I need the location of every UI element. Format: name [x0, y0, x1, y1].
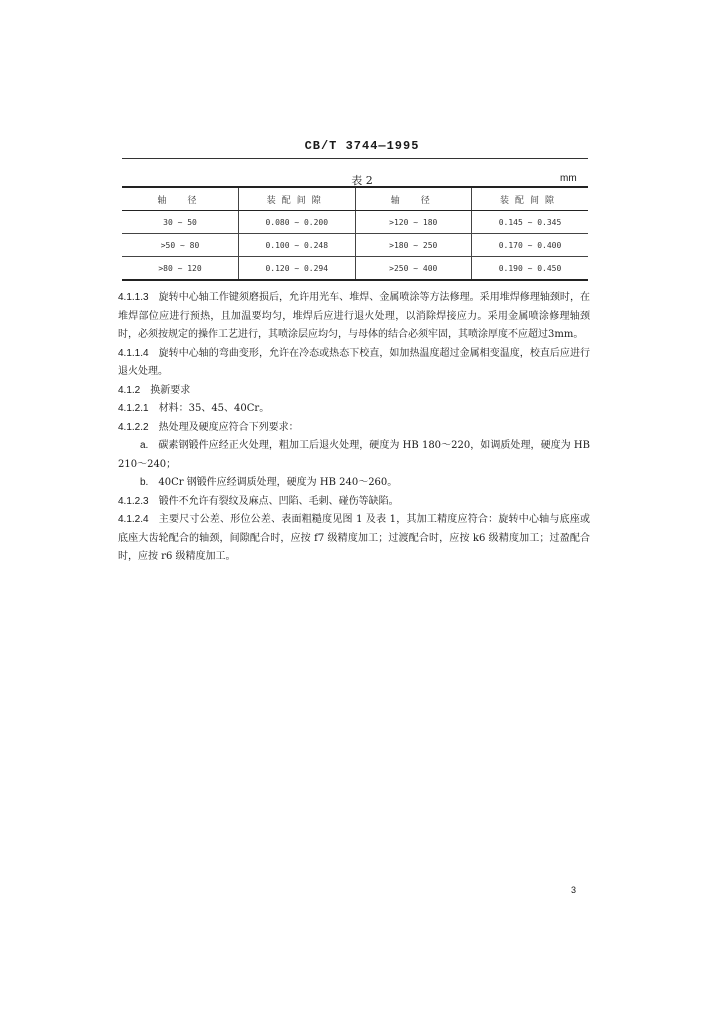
table-title: 表 2 [351, 174, 373, 187]
col-header-assembly-clearance: 装配间隙 [472, 187, 589, 211]
list-item-b [118, 474, 590, 493]
clause-text: 旋转中心轴的弯曲变形，允许在冷态或热态下校直，如加热温度超过金属相变温度，校直后应进行退火处理。 [118, 347, 590, 377]
clause-text: 锻件不允许有裂纹及麻点、凹陷、毛刺、碰伤等缺陷。 [158, 495, 399, 507]
clause-text: 旋转中心轴工作键须磨损后，允许用光车、堆焊、金属喷涂等方法修理。采用堆焊修理轴颈时，在堆焊部位应进行预热，且加温要均匀，堆焊后应进行退火处理，以消除焊接应力。采用金属喷涂修理轴颈时，必须按规定的操作工艺进行，其喷涂层应均匀，与母体的结合必须牢固，其喷涂厚度不应超过3mm。 [118, 292, 590, 340]
table-cell: 0.145 ~ 0.345 [472, 211, 589, 234]
clause-4-1-1-3 [118, 289, 590, 345]
clause-text: 材料：35、45、40Cr。 [158, 403, 270, 414]
table-cell: 0.080 ~ 0.200 [239, 211, 356, 234]
table-cell: >250 ~ 400 [355, 257, 472, 281]
standard-header: CB/T 3744—1995 [304, 139, 420, 153]
list-text: 碳素钢锻件应经正火处理，粗加工后退火处理，硬度为 HB 180～220，如调质处理，硬度为 HB 210～240； [118, 440, 590, 470]
clause-4-1-2-2 [118, 419, 590, 438]
table-unit: mm [560, 173, 577, 184]
table-row [122, 234, 588, 257]
list-item-a [118, 437, 590, 474]
clause-number: 4.1.2.4 [118, 514, 149, 525]
page-number: 3 [571, 885, 577, 895]
table-row [122, 211, 588, 234]
clause-4-1-2 [118, 382, 590, 401]
clause-4-1-1-4 [118, 345, 590, 382]
clause-number: 4.1.2.2 [118, 421, 149, 433]
list-text: 40Cr 钢锻件应经调质处理，硬度为 HB 240～260。 [158, 477, 398, 488]
clause-body [118, 289, 590, 567]
table-cell: >120 ~ 180 [355, 211, 472, 234]
clause-4-1-2-4 [118, 511, 590, 567]
clause-text: 主要尺寸公差、形位公差、表面粗糙度见图 1 及表 1，其加工精度应符合：旋转中心轴与底座或底座大齿轮配合的轴颈，间隙配合时，应按 f7 级精度加工；过渡配合时，应按 k6 级精度加工；过盈配合时，应按 r6 级精度加工。 [118, 514, 590, 562]
clause-4-1-2-3 [118, 493, 590, 512]
clause-4-1-2-1 [118, 400, 590, 419]
table-cell: 0.190 ~ 0.450 [472, 257, 589, 281]
header-rule [122, 158, 588, 159]
clause-number: 4.1.2 [118, 384, 141, 396]
clearance-table [122, 186, 588, 281]
clause-number: 4.1.2.1 [118, 403, 149, 414]
table-cell: 0.100 ~ 0.248 [239, 234, 356, 257]
list-marker: a. [140, 440, 149, 451]
table-row [122, 257, 588, 281]
table-cell: >80 ~ 120 [122, 257, 239, 281]
col-header-assembly-clearance: 装配间隙 [239, 187, 356, 211]
clause-text: 热处理及硬度应符合下列要求： [158, 421, 299, 433]
clause-number: 4.1.1.3 [118, 292, 149, 303]
table-cell: 0.120 ~ 0.294 [239, 257, 356, 281]
table-cell: 30 ~ 50 [122, 211, 239, 234]
col-header-shaft-diameter: 轴 径 [355, 187, 472, 211]
clause-text: 换新要求 [150, 384, 191, 396]
table-header-row [122, 187, 588, 211]
list-marker: b. [140, 477, 149, 488]
table-cell: >180 ~ 250 [355, 234, 472, 257]
table-cell: >50 ~ 80 [122, 234, 239, 257]
table-cell: 0.170 ~ 0.400 [472, 234, 589, 257]
clause-number: 4.1.1.4 [118, 347, 149, 359]
clause-number: 4.1.2.3 [118, 495, 149, 507]
col-header-shaft-diameter: 轴 径 [122, 187, 239, 211]
